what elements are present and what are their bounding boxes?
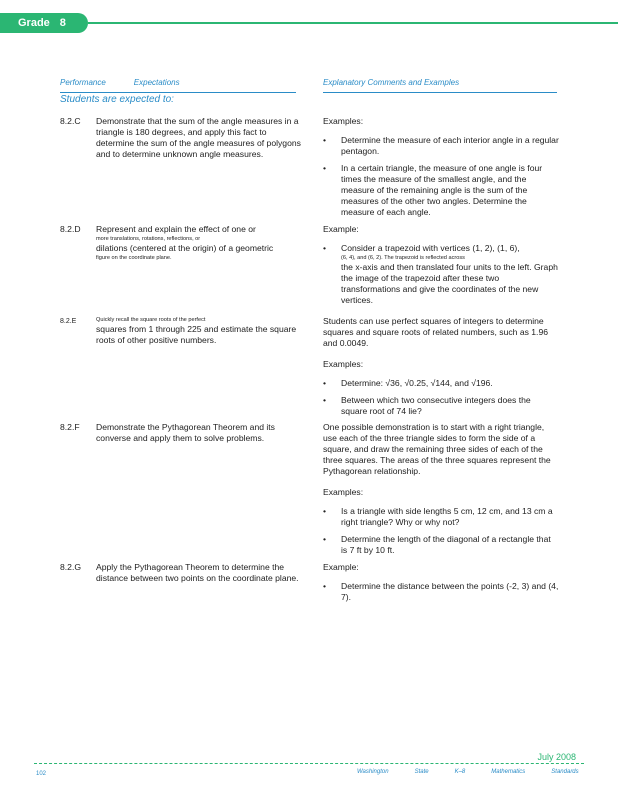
- example-label: Example:: [323, 224, 359, 234]
- standard-number: 8.2.G: [60, 562, 82, 572]
- bullet: •: [323, 534, 327, 544]
- footer-source-word: Mathematics: [491, 769, 526, 775]
- students-expected-heading: Students are expected to:: [60, 94, 174, 105]
- expectation-line: dilations (centered at the origin) of a geometric: [96, 243, 274, 253]
- footer-source-word: Standards: [551, 769, 579, 775]
- footer-source-word: State: [414, 769, 429, 775]
- footer-source: [357, 769, 605, 775]
- example-text: Between which two consecutive integers does the square root of 74 lie?: [341, 395, 531, 416]
- bullet: •: [323, 395, 327, 405]
- comment-block: [323, 316, 559, 423]
- bullet: •: [323, 506, 327, 516]
- example-list: [323, 378, 559, 417]
- list-item: [323, 395, 559, 417]
- expectation-small-line: Quickly recall the square roots of the perfect: [96, 317, 206, 323]
- example-text: Determine the length of the diagonal of a rectangle that is 7 ft by 10 ft.: [341, 534, 551, 555]
- examples-label: Examples:: [323, 487, 364, 497]
- comment-block: [323, 116, 559, 224]
- performance-expectations-header: [60, 78, 296, 87]
- examples-label: Examples:: [323, 116, 364, 126]
- example-text: Determine: √36, √0.25, √144, and √196.: [341, 378, 493, 388]
- example-line: the x-axis and then translated four units to the left. Graph the image of the trapezoid after these two transformations and give the coordinates of the new vertices.: [341, 262, 558, 305]
- example-label: Example:: [323, 562, 359, 572]
- list-item: [323, 534, 559, 556]
- list-item: [323, 135, 559, 157]
- example-text: Determine the distance between the points (-2, 3) and (4, 7).: [341, 581, 559, 602]
- list-item: [323, 163, 559, 218]
- footer-source-word: K–8: [454, 769, 466, 775]
- footer-rule: [34, 763, 584, 764]
- example-list: [323, 243, 559, 306]
- bullet: •: [323, 163, 327, 173]
- grade-tab: [0, 13, 88, 33]
- expectation-line: Represent and explain the effect of one or: [96, 224, 256, 234]
- expectation-text: [96, 316, 304, 346]
- standard-number: 8.2.F: [60, 422, 80, 432]
- list-item: [323, 378, 559, 389]
- example-list: [323, 135, 559, 218]
- bullet: •: [323, 135, 327, 145]
- list-item: [323, 243, 559, 306]
- footer-source-word: Washington: [357, 769, 389, 775]
- expectation-text: Demonstrate the Pythagorean Theorem and its converse and apply them to solve problems.: [96, 422, 275, 443]
- example-list: [323, 581, 559, 603]
- left-header-rule: [60, 92, 296, 93]
- expectation-small-line: figure on the coordinate plane.: [96, 255, 172, 261]
- list-item: [323, 506, 559, 528]
- grade-label: Grade: [18, 17, 50, 29]
- standard-number: 8.2.C: [60, 116, 81, 126]
- example-text: Is a triangle with side lengths 5 cm, 12 cm, and 13 cm a right triangle? Why or why not?: [341, 506, 553, 527]
- grade-number: 8: [59, 17, 66, 29]
- example-text: In a certain triangle, the measure of one angle is four times the measure of the smallest angle, and the measure of the remaining angle is the sum of the measures of the other two angles. Determine the measure of each angle.: [341, 163, 543, 217]
- standard-number: 8.2.D: [60, 224, 81, 234]
- standard-number: 8.2.E: [60, 318, 77, 325]
- expectation-small-line: more translations, rotations, reflections, or: [96, 236, 201, 242]
- bullet: •: [323, 581, 327, 591]
- footer-date: July 2008: [537, 752, 576, 762]
- example-small-line: (6, 4), and (6, 2). The trapezoid is reflected across: [341, 255, 465, 261]
- comment-paragraph: Students can use perfect squares of integers to determine squares and square roots of related numbers, such as 1.96 and 0.0049.: [323, 316, 549, 348]
- grade-rule: [88, 22, 618, 24]
- expectations-label: Expectations: [133, 78, 180, 87]
- expectation-text: [96, 224, 304, 262]
- expectation-text: Demonstrate that the sum of the angle measures in a triangle is 180 degrees, and apply this fact to determine the sum of the angle measures of polygons and to determine unknown angle measures.: [96, 116, 301, 159]
- example-line: Consider a trapezoid with vertices (1, 2), (1, 6),: [341, 243, 520, 253]
- example-list: [323, 506, 559, 556]
- expectation-text: Apply the Pythagorean Theorem to determine the distance between two points on the coordinate plane.: [96, 562, 299, 583]
- examples-label: Examples:: [323, 359, 364, 369]
- comments-header: Explanatory Comments and Examples: [323, 78, 460, 87]
- bullet: •: [323, 243, 327, 253]
- comment-block: [323, 562, 559, 609]
- right-header-rule: [323, 92, 557, 93]
- page-number: 102: [36, 771, 47, 777]
- example-text: Determine the measure of each interior angle in a regular pentagon.: [341, 135, 559, 156]
- expectation-line: squares from 1 through 225 and estimate the square roots of other positive numbers.: [96, 324, 297, 345]
- performance-label: Performance: [60, 78, 106, 87]
- comment-block: [323, 224, 559, 312]
- list-item: [323, 581, 559, 603]
- comment-block: [323, 422, 559, 562]
- bullet: •: [323, 378, 327, 388]
- comment-paragraph: One possible demonstration is to start with a right triangle, use each of the three triangle sides to form the side of a square, and draw the remaining three sides of each of the three squares. The areas of the three squares represent the Pythagorean relationship.: [323, 422, 551, 476]
